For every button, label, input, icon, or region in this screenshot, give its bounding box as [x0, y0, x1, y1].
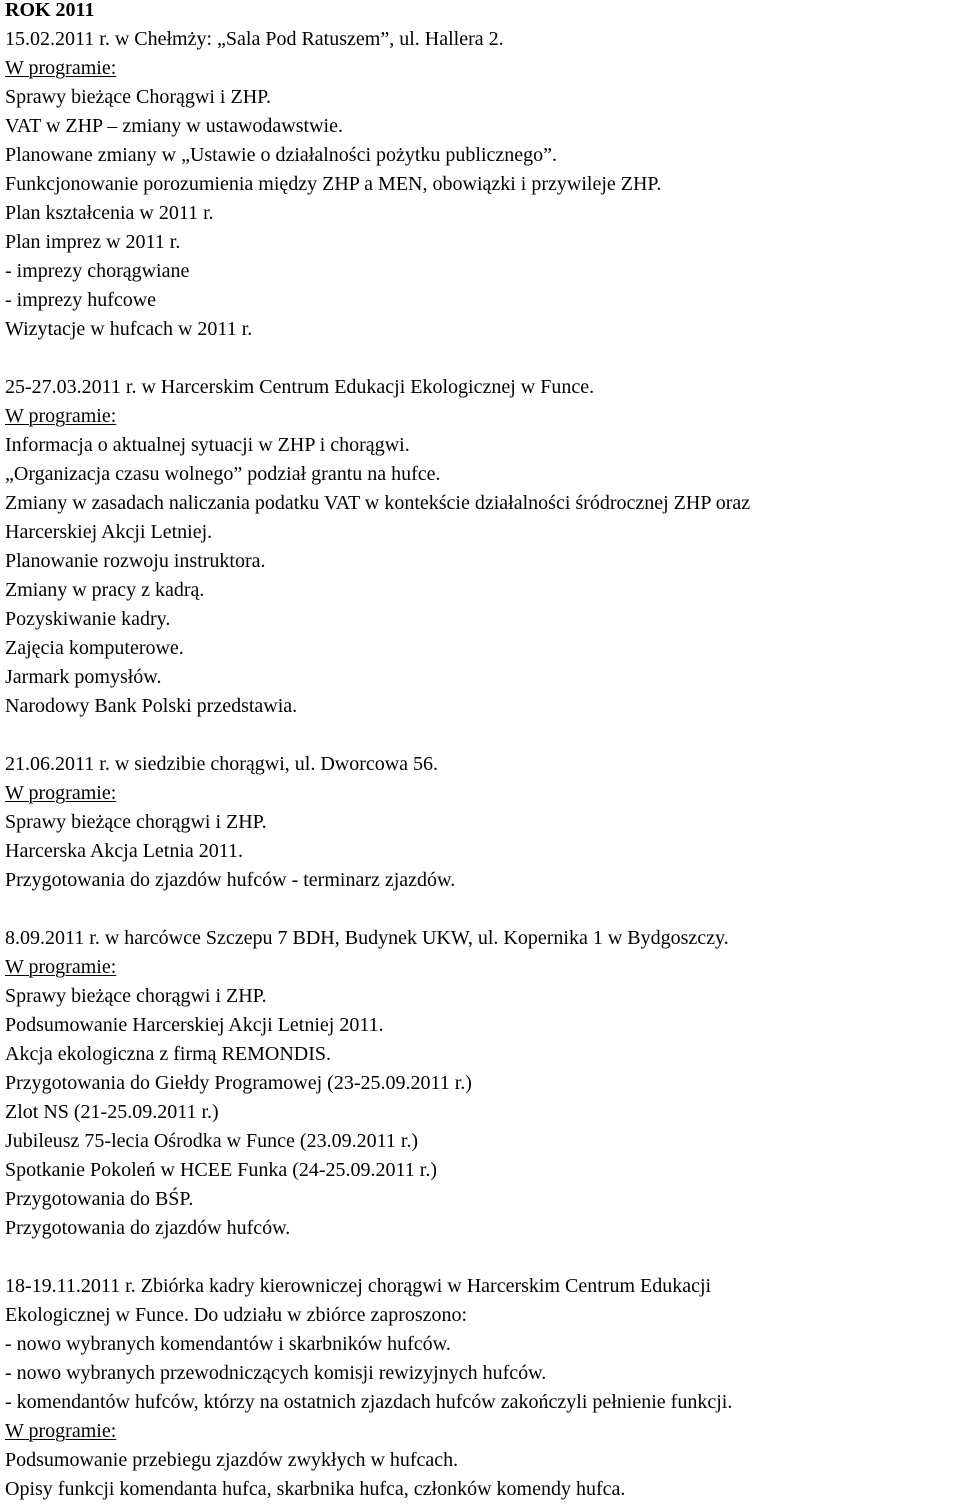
program-item: Spotkanie Pokoleń w HCEE Funka (24-25.09.2011 r.): [5, 1159, 438, 1181]
program-item: Harcerskiej Akcji Letniej.: [5, 521, 213, 543]
meeting-2011-11-18: [5, 1272, 960, 1504]
program-item: „Organizacja czasu wolnego” podział grantu na hufce.: [5, 463, 441, 485]
document-page: [5, 0, 960, 1504]
program-item: Informacja o aktualnej sytuacji w ZHP i chorągwi.: [5, 434, 410, 456]
program-item: Podsumowanie przebiegu zjazdów zwykłych w hufcach.: [5, 1449, 459, 1471]
program-item: Funkcjonowanie porozumienia między ZHP a MEN, obowiązki i przywileje ZHP.: [5, 173, 662, 195]
program-label: W programie:: [5, 1420, 117, 1442]
meeting-header: 21.06.2011 r. w siedzibie chorągwi, ul. Dworcowa 56.: [5, 753, 439, 775]
program-label: W programie:: [5, 57, 117, 79]
program-item: Zlot NS (21-25.09.2011 r.): [5, 1101, 219, 1123]
program-subitem: - imprezy hufcowe: [5, 289, 157, 311]
program-item: Podsumowanie Harcerskiej Akcji Letniej 2011.: [5, 1014, 384, 1036]
program-item: Przygotowania do zjazdów hufców - terminarz zjazdów.: [5, 869, 456, 891]
meeting-header: 8.09.2011 r. w harcówce Szczepu 7 BDH, Budynek UKW, ul. Kopernika 1 w Bydgoszczy.: [5, 927, 729, 949]
program-item: Sprawy bieżące chorągwi i ZHP.: [5, 811, 267, 833]
program-item: Narodowy Bank Polski przedstawia.: [5, 695, 298, 717]
meeting-header: 25-27.03.2011 r. w Harcerskim Centrum Edukacji Ekologicznej w Funce.: [5, 376, 595, 398]
program-item: Jarmark pomysłów.: [5, 666, 162, 688]
meeting-header-continued: Ekologicznej w Funce. Do udziału w zbiórce zaproszono:: [5, 1304, 468, 1326]
paragraph-gap: [5, 895, 960, 924]
program-item: Jubileusz 75-lecia Ośrodka w Funce (23.09.2011 r.): [5, 1130, 419, 1152]
program-item: Zmiany w pracy z kadrą.: [5, 579, 205, 601]
meeting-header: 15.02.2011 r. w Chełmży: „Sala Pod Ratuszem”, ul. Hallera 2.: [5, 28, 504, 50]
program-label: W programie:: [5, 405, 117, 427]
program-item: Zajęcia komputerowe.: [5, 637, 184, 659]
program-item: Harcerska Akcja Letnia 2011.: [5, 840, 244, 862]
meeting-2011-02-15: [5, 25, 960, 344]
program-label: W programie:: [5, 956, 117, 978]
program-item: Plan kształcenia w 2011 r.: [5, 202, 214, 224]
program-item: Planowane zmiany w „Ustawie o działalności pożytku publicznego”.: [5, 144, 558, 166]
program-item: Przygotowania do Giełdy Programowej (23-25.09.2011 r.): [5, 1072, 472, 1094]
meeting-header: 18-19.11.2011 r. Zbiórka kadry kierowniczej chorągwi w Harcerskim Centrum Edukacji: [5, 1275, 712, 1297]
program-label: W programie:: [5, 782, 117, 804]
program-item: Sprawy bieżące Chorągwi i ZHP.: [5, 86, 272, 108]
program-subitem: - imprezy chorągwiane: [5, 260, 190, 282]
paragraph-gap: [5, 344, 960, 373]
program-item: Pozyskiwanie kadry.: [5, 608, 171, 630]
program-item: Opisy funkcji komendanta hufca, skarbnika hufca, członków komendy hufca.: [5, 1478, 626, 1500]
program-item: Akcja ekologiczna z firmą REMONDIS.: [5, 1043, 332, 1065]
invited-item: - komendantów hufców, którzy na ostatnich zjazdach hufców zakończyli pełnienie funkcji.: [5, 1391, 733, 1413]
meeting-2011-09-08: [5, 924, 960, 1243]
meeting-2011-06-21: [5, 750, 960, 895]
invited-item: - nowo wybranych przewodniczących komisji rewizyjnych hufców.: [5, 1362, 547, 1384]
program-item: Przygotowania do BŚP.: [5, 1188, 194, 1210]
program-item: Planowanie rozwoju instruktora.: [5, 550, 266, 572]
paragraph-gap: [5, 1243, 960, 1272]
document-title: ROK 2011: [5, 0, 95, 21]
program-item: Zmiany w zasadach naliczania podatku VAT w kontekście działalności śródrocznej ZHP oraz: [5, 492, 751, 514]
program-item: Sprawy bieżące chorągwi i ZHP.: [5, 985, 267, 1007]
paragraph-gap: [5, 721, 960, 750]
program-item: Plan imprez w 2011 r.: [5, 231, 181, 253]
program-item: Wizytacje w hufcach w 2011 r.: [5, 318, 253, 340]
program-item: VAT w ZHP – zmiany w ustawodawstwie.: [5, 115, 343, 137]
invited-item: - nowo wybranych komendantów i skarbników hufców.: [5, 1333, 451, 1355]
program-item: Przygotowania do zjazdów hufców.: [5, 1217, 291, 1239]
meeting-2011-03-25: [5, 373, 960, 721]
